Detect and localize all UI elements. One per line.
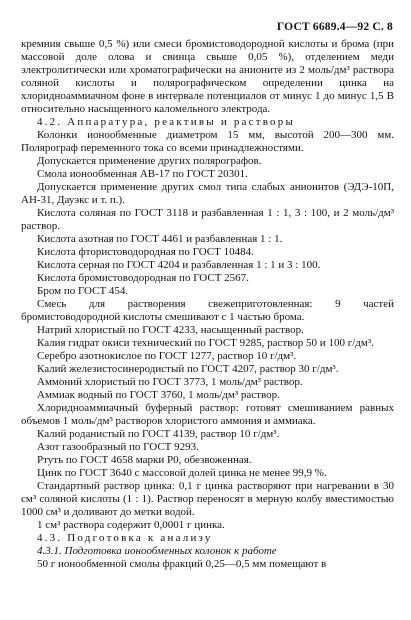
paragraph: Кислота бромистоводородная по ГОСТ 2567. (37, 272, 249, 284)
document-body (21, 38, 394, 571)
paragraph: 4.2. Аппаратура, реактивы и растворы (37, 116, 296, 128)
paragraph: Кислота фтористоводородная по ГОСТ 10484. (37, 246, 254, 258)
paragraph: 4.3. Подготовка к анализу (37, 532, 213, 544)
paragraph: Натрий хлористый по ГОСТ 4233, насыщенный раствор. (37, 324, 304, 336)
paragraph: Бром по ГОСТ 454. (37, 285, 129, 297)
paragraph: Хлоридноаммиачный буферный раствор: готовят смешиванием равных объемов 1 моль/дм³ растворов хлористого аммония и аммиака. (21, 402, 394, 427)
page-header: ГОСТ 6689.4—92 С. 8 (276, 21, 393, 33)
paragraph: Калий железистосинеродистый по ГОСТ 4207, раствор 30 г/дм³. (37, 363, 339, 375)
paragraph: Кислота азотная по ГОСТ 4461 и разбавленная 1 : 1. (37, 233, 283, 245)
paragraph: Калия гидрат окиси технический по ГОСТ 9285, раствор 50 и 100 г/дм³. (37, 337, 374, 349)
paragraph: Кислота соляная по ГОСТ 3118 и разбавленная 1 : 1, 3 : 100, и 2 моль/дм³ раствор. (21, 207, 394, 232)
paragraph: Допускается применение других полярографов. (37, 155, 262, 167)
paragraph: 4.3.1. Подготовка ионообменных колонок к работе (37, 545, 277, 557)
paragraph: 1 см³ раствора содержит 0,0001 г цинка. (37, 519, 225, 531)
paragraph: Стандартный раствор цинка: 0,1 г цинка растворяют при нагревании в 30 см³ соляной кислоты (1 : 1). Раствор переносят в мерную колбу вместимостью 1000 см³ и доливают до метки водой. (21, 480, 394, 518)
paragraph: Допускается применение других смол типа слабых анионитов (ЭДЭ-10П, АН-31, Дауэкс и т. п.). (21, 181, 394, 206)
paragraph: 50 г ионообменной смолы фракций 0,25—0,5 мм помещают в (37, 558, 327, 570)
paragraph: Смесь для растворения свежеприготовленная: 9 частей бромистоводородной кислоты смешивают с 1 частью брома. (21, 298, 394, 323)
paragraph: Цинк по ГОСТ 3640 с массовой долей цинка не менее 99,9 %. (37, 467, 327, 479)
paragraph: кремния свыше 0,5 %) или смеси бромистоводородной кислоты и брома (при массовой доле олова и свинца свыше 0,05 %), отделением меди электролитически или хроматографически на анионите из 2 моль/дм³ раствора соляной кислоты и полярографическом определении цинка на хлоридноаммиачном фоне в интервале потенциалов от минус 1 до минус 1,5 В относительно насыщенного каломельного электрода. (21, 38, 394, 115)
paragraph: Калий роданистый по ГОСТ 4139, раствор 10 г/дм³. (37, 428, 280, 440)
paragraph: Ртуть по ГОСТ 4658 марки Р0, обезвоженная. (37, 454, 252, 466)
paragraph: Аммоний хлористый по ГОСТ 3773, 1 моль/дм³ раствор. (37, 376, 303, 388)
paragraph: Азот газообразный по ГОСТ 9293. (37, 441, 199, 453)
paragraph: Смола ионообменная АВ-17 по ГОСТ 20301. (37, 168, 248, 180)
paragraph: Серебро азотнокислое по ГОСТ 1277, раствор 10 г/дм³. (37, 350, 297, 362)
paragraph: Аммиак водный по ГОСТ 3760, 1 моль/дм³ раствор. (37, 389, 280, 401)
paragraph: Колонки ионообменные диаметром 15 мм, высотой 200—300 мм. Полярограф переменного тока со всеми принадлежностями. (21, 129, 394, 154)
paragraph: Кислота серная по ГОСТ 4204 и разбавленная 1 : 1 и 3 : 100. (37, 259, 321, 271)
